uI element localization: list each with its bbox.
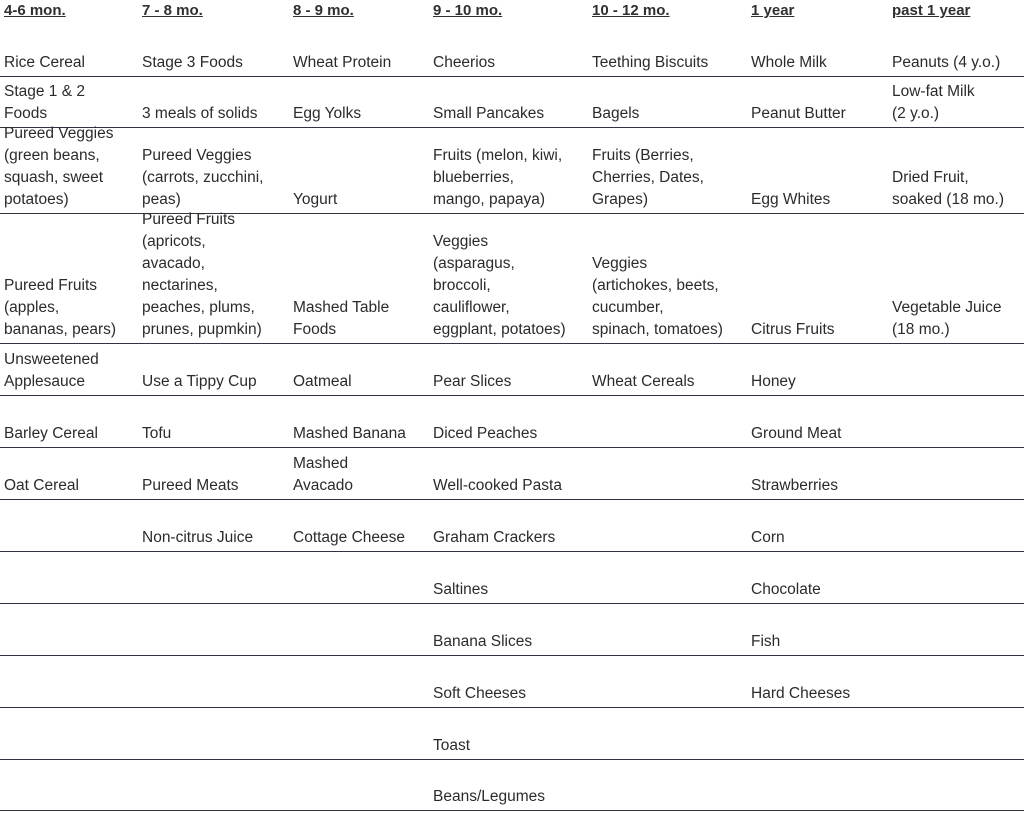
table-row xyxy=(0,655,1024,708)
table-row xyxy=(0,603,1024,656)
table-row xyxy=(0,759,1024,811)
table-cell-7-8-months: Pureed Meats xyxy=(142,477,239,494)
table-cell-past-1-year: Vegetable Juice (18 mo.) xyxy=(892,299,1002,338)
table-cell-1-year: Egg Whites xyxy=(751,191,831,208)
table-cell-10-12-months: Bagels xyxy=(592,105,640,122)
table-row xyxy=(0,24,1024,77)
column-header-9-10-months: 9 - 10 mo. xyxy=(433,2,503,19)
table-row xyxy=(0,499,1024,552)
table-cell-7-8-months: Use a Tippy Cup xyxy=(142,373,257,390)
table-cell-1-year: Hard Cheeses xyxy=(751,685,851,702)
table-cell-10-12-months: Teething Biscuits xyxy=(592,54,709,71)
column-header-4-6-months: 4-6 mon. xyxy=(4,2,66,19)
table-cell-1-year: Fish xyxy=(751,633,781,650)
table-cell-1-year: Whole Milk xyxy=(751,54,827,71)
table-cell-4-6-months: Barley Cereal xyxy=(4,425,98,442)
table-row xyxy=(0,213,1024,344)
table-cell-7-8-months: 3 meals of solids xyxy=(142,105,258,122)
table-cell-10-12-months: Veggies (artichokes, beets, cucumber, spinach, tomatoes) xyxy=(592,255,723,338)
table-cell-1-year: Corn xyxy=(751,529,785,546)
table-cell-8-9-months: Wheat Protein xyxy=(293,54,392,71)
table-cell-past-1-year: Low-fat Milk (2 y.o.) xyxy=(892,83,975,122)
table-cell-9-10-months: Small Pancakes xyxy=(433,105,545,122)
table-cell-8-9-months: Cottage Cheese xyxy=(293,529,406,546)
table-cell-9-10-months: Toast xyxy=(433,737,471,754)
table-cell-9-10-months: Banana Slices xyxy=(433,633,533,650)
column-header-8-9-months: 8 - 9 mo. xyxy=(293,2,354,19)
table-cell-7-8-months: Pureed Veggies (carrots, zucchini, peas) xyxy=(142,147,264,208)
table-cell-7-8-months: Tofu xyxy=(142,425,172,442)
table-cell-9-10-months: Veggies (asparagus, broccoli, cauliflower, eggplant, potatoes) xyxy=(433,233,566,338)
table-cell-1-year: Peanut Butter xyxy=(751,105,846,122)
column-header-1-year: 1 year xyxy=(751,2,795,19)
column-header-past-1-year: past 1 year xyxy=(892,2,971,19)
table-cell-7-8-months: Stage 3 Foods xyxy=(142,54,243,71)
table-row xyxy=(0,447,1024,500)
column-header-10-12-months: 10 - 12 mo. xyxy=(592,2,670,19)
table-cell-1-year: Honey xyxy=(751,373,796,390)
table-cell-8-9-months: Mashed Avacado xyxy=(293,455,354,494)
table-row xyxy=(0,707,1024,760)
table-cell-8-9-months: Yogurt xyxy=(293,191,338,208)
table-cell-past-1-year: Dried Fruit, soaked (18 mo.) xyxy=(892,169,1004,208)
table-row xyxy=(0,127,1024,214)
table-cell-9-10-months: Well-cooked Pasta xyxy=(433,477,562,494)
table-cell-9-10-months: Saltines xyxy=(433,581,489,598)
table-cell-4-6-months: Oat Cereal xyxy=(4,477,79,494)
table-cell-1-year: Strawberries xyxy=(751,477,838,494)
table-cell-10-12-months: Fruits (Berries, Cherries, Dates, Grapes) xyxy=(592,147,704,208)
table-cell-8-9-months: Mashed Table Foods xyxy=(293,299,390,338)
table-cell-8-9-months: Oatmeal xyxy=(293,373,352,390)
table-cell-9-10-months: Diced Peaches xyxy=(433,425,538,442)
table-row xyxy=(0,76,1024,128)
column-header-7-8-months: 7 - 8 mo. xyxy=(142,2,203,19)
table-cell-4-6-months: Stage 1 & 2 Foods xyxy=(4,83,86,122)
table-cell-8-9-months: Egg Yolks xyxy=(293,105,362,122)
table-cell-9-10-months: Beans/Legumes xyxy=(433,788,546,805)
table-cell-9-10-months: Fruits (melon, kiwi, blueberries, mango, papaya) xyxy=(433,147,563,208)
table-row xyxy=(0,343,1024,396)
table-cell-4-6-months: Rice Cereal xyxy=(4,54,85,71)
table-cell-9-10-months: Graham Crackers xyxy=(433,529,556,546)
table-cell-9-10-months: Soft Cheeses xyxy=(433,685,527,702)
table-row xyxy=(0,551,1024,604)
table-row xyxy=(0,395,1024,448)
table-cell-past-1-year: Peanuts (4 y.o.) xyxy=(892,54,1001,71)
table-cell-1-year: Chocolate xyxy=(751,581,821,598)
table-cell-1-year: Ground Meat xyxy=(751,425,842,442)
table-cell-4-6-months: Unsweetened Applesauce xyxy=(4,351,99,390)
table-cell-9-10-months: Pear Slices xyxy=(433,373,512,390)
table-cell-7-8-months: Non-citrus Juice xyxy=(142,529,254,546)
table-cell-4-6-months: Pureed Fruits (apples, bananas, pears) xyxy=(4,277,117,338)
table-cell-10-12-months: Wheat Cereals xyxy=(592,373,695,390)
table-cell-4-6-months: Pureed Veggies (green beans, squash, sweet potatoes) xyxy=(4,125,114,208)
table-cell-9-10-months: Cheerios xyxy=(433,54,496,71)
table-cell-7-8-months: Pureed Fruits (apricots, avacado, nectarines, peaches, plums, prunes, pupmkin) xyxy=(142,211,262,338)
table-cell-8-9-months: Mashed Banana xyxy=(293,425,406,442)
table-cell-1-year: Citrus Fruits xyxy=(751,321,835,338)
